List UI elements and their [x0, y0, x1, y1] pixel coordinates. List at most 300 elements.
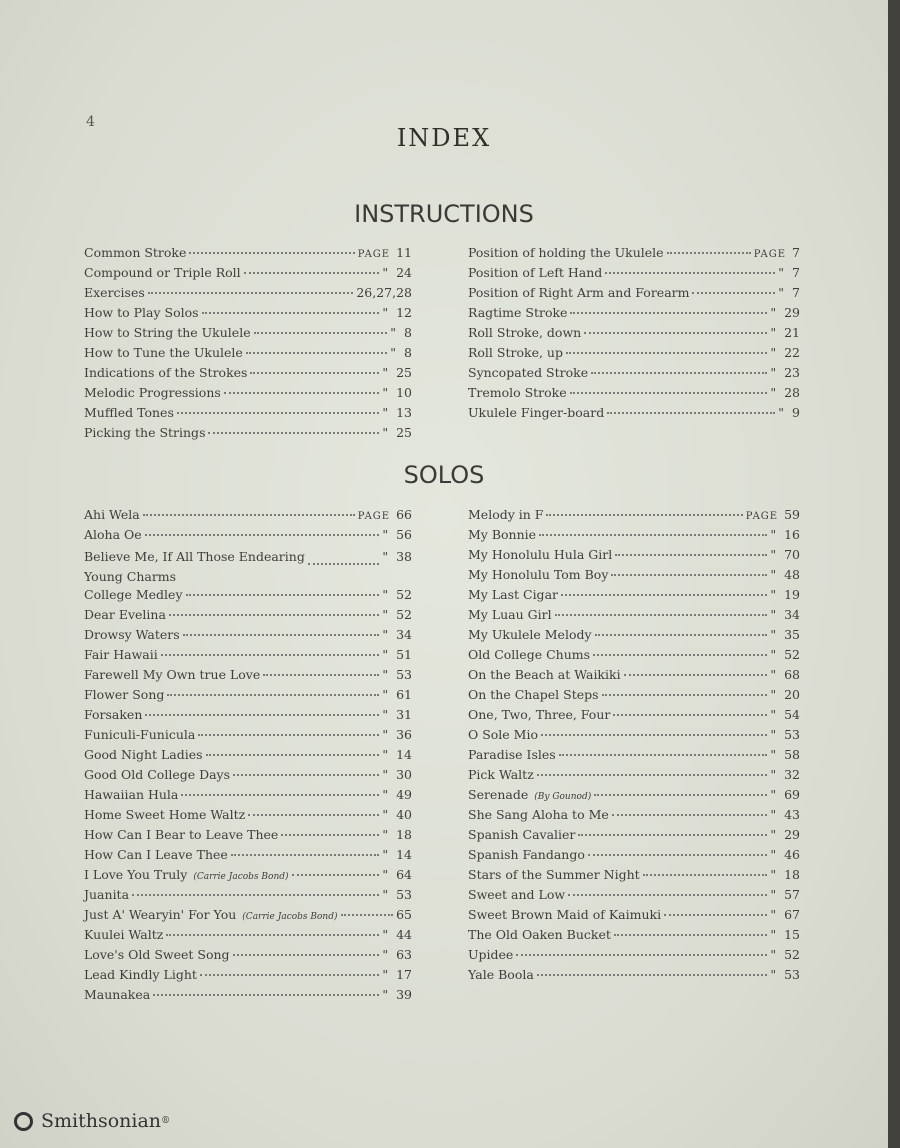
entry-title-text: Position of Right Arm and Forearm	[468, 285, 690, 300]
index-entry	[468, 647, 800, 667]
entry-title-text: How Can I Leave Thee	[84, 847, 228, 862]
entry-page	[770, 947, 800, 962]
entry-title-text: How Can I Bear to Leave Thee	[84, 827, 279, 842]
ditto-mark: "	[778, 265, 785, 280]
leader-dots	[561, 594, 767, 596]
entry-page	[770, 887, 800, 902]
entry-page	[770, 567, 800, 582]
index-entry	[468, 405, 800, 425]
page-number-value: 36	[396, 727, 412, 742]
page-number-value: 9	[792, 405, 800, 420]
entry-title	[84, 987, 150, 1002]
ditto-mark: "	[382, 265, 389, 280]
leader-dots	[624, 674, 768, 676]
leader-dots	[593, 654, 767, 656]
entry-page	[770, 707, 800, 722]
index-entry	[84, 265, 412, 285]
entry-page	[390, 345, 412, 360]
entry-title-text: Flower Song	[84, 687, 165, 702]
entry-page	[382, 727, 412, 742]
entry-page	[382, 827, 412, 842]
entry-title	[84, 927, 163, 942]
leader-dots	[614, 934, 767, 936]
entry-title	[84, 587, 183, 602]
entry-title-text: I Love You Truly	[84, 867, 188, 882]
entry-title	[84, 627, 180, 642]
leader-dots	[643, 874, 768, 876]
page-number-value: 39	[396, 987, 412, 1002]
index-entry	[84, 527, 412, 547]
leader-dots	[595, 634, 768, 636]
watermark-text: Smithsonian	[41, 1110, 162, 1132]
entry-page	[770, 547, 800, 562]
leader-dots	[570, 312, 767, 314]
leader-dots	[539, 534, 767, 536]
page-label: PAGE	[357, 249, 391, 260]
entry-title	[468, 927, 611, 942]
page-number-value: 17	[396, 967, 412, 982]
page-number-value: 66	[396, 507, 412, 522]
ditto-mark: "	[382, 927, 389, 942]
index-entry	[84, 967, 412, 987]
index-entry	[84, 707, 412, 727]
entry-title	[468, 707, 610, 722]
entry-title-text: Kuulei Waltz	[84, 927, 164, 942]
entry-page	[770, 647, 800, 662]
entry-title-text: Love's Old Sweet Song	[84, 947, 230, 962]
page-number-value: 40	[396, 807, 412, 822]
page-number-value: 51	[396, 647, 412, 662]
leader-dots	[246, 352, 387, 354]
page-number-value: 53	[784, 727, 800, 742]
index-entry	[84, 987, 412, 1007]
leader-dots	[208, 432, 379, 434]
leader-dots	[181, 794, 379, 796]
ditto-mark: "	[770, 967, 777, 982]
entry-page	[770, 667, 800, 682]
index-entry	[468, 887, 800, 907]
index-entry	[468, 567, 800, 587]
leader-dots	[206, 754, 380, 756]
index-entry	[468, 687, 800, 707]
entry-title-text: On the Chapel Steps	[468, 687, 599, 702]
page-number-value: 54	[784, 707, 800, 722]
page-number-value: 8	[404, 325, 412, 340]
page-number-value: 48	[784, 567, 800, 582]
leader-dots	[250, 372, 379, 374]
entry-title-text: On the Beach at Waikiki	[468, 667, 621, 682]
leader-dots	[292, 874, 380, 876]
entry-page	[770, 807, 800, 822]
index-entry	[84, 507, 412, 527]
entry-page	[770, 325, 800, 340]
entry-title	[84, 967, 197, 982]
entry-title	[84, 807, 245, 822]
leader-dots	[200, 974, 379, 976]
entry-title	[468, 847, 585, 862]
entry-page	[770, 967, 800, 982]
entry-title-text: Ragtime Stroke	[468, 305, 568, 320]
ditto-mark: "	[770, 607, 777, 622]
index-entry	[468, 787, 800, 807]
index-entry	[84, 927, 412, 947]
entry-title-text: Upidee	[468, 947, 514, 962]
entry-title-text: Melody in F	[468, 507, 544, 522]
entry-title-text: Old College Chums	[468, 647, 591, 662]
page-number-value: 53	[396, 887, 412, 902]
entry-title	[84, 707, 142, 722]
ditto-mark: "	[382, 527, 389, 542]
entry-title-text: Indications of the Strokes	[84, 365, 248, 380]
ditto-mark: "	[770, 627, 777, 642]
leader-dots	[248, 814, 379, 816]
leader-dots	[145, 534, 380, 536]
index-entry	[468, 305, 800, 325]
entry-composer-note: (Carrie Jacobs Bond)	[193, 872, 289, 882]
entry-page	[778, 405, 800, 420]
ditto-mark: "	[382, 807, 389, 822]
page-number-value: 20	[784, 687, 800, 702]
entry-page	[358, 245, 412, 260]
entry-page	[754, 245, 800, 260]
page-number-value: 7	[792, 245, 800, 260]
entry-title	[468, 647, 590, 662]
entry-page	[770, 727, 800, 742]
entry-title	[468, 405, 604, 420]
entry-page	[382, 265, 412, 280]
entry-page	[382, 707, 412, 722]
ditto-mark: "	[770, 527, 777, 542]
leader-dots	[602, 694, 768, 696]
page-number-value: 25	[396, 425, 412, 440]
ditto-mark: "	[382, 707, 389, 722]
entry-title-text: Yale Boola	[468, 967, 534, 982]
index-entry	[468, 727, 800, 747]
leader-dots	[145, 714, 379, 716]
entry-page	[770, 305, 800, 320]
ditto-mark: "	[770, 847, 777, 862]
page-number-value: 15	[784, 927, 800, 942]
entry-title	[84, 827, 278, 842]
page-title: INDEX	[396, 124, 492, 152]
entry-title-text: Spanish Cavalier	[468, 827, 576, 842]
entry-title	[468, 365, 588, 380]
entry-title	[468, 385, 567, 400]
entry-page	[770, 747, 800, 762]
entry-title	[84, 265, 241, 280]
page-number-value: 52	[784, 647, 800, 662]
leader-dots	[177, 412, 379, 414]
entry-title-text: Exercises	[84, 285, 145, 300]
ditto-mark: "	[382, 425, 389, 440]
index-entry	[84, 305, 412, 325]
page-number-value: 65	[396, 907, 412, 922]
entry-title-text: Position of Left Hand	[468, 265, 603, 280]
instructions-right-column	[468, 245, 800, 425]
leader-dots	[231, 854, 380, 856]
entry-title-text: Melodic Progressions	[84, 385, 221, 400]
entry-title-text: Common Stroke	[84, 245, 187, 260]
leader-dots	[233, 954, 380, 956]
entry-title-text: Ahi Wela	[84, 507, 140, 522]
entry-title-text: My Honolulu Hula Girl	[468, 547, 613, 562]
page-number-value: 69	[784, 787, 800, 802]
page-number-value: 7	[792, 265, 800, 280]
entry-title	[84, 325, 251, 340]
entry-page	[382, 687, 412, 702]
entry-page	[382, 847, 412, 862]
ditto-mark: "	[770, 305, 777, 320]
ditto-mark: "	[382, 747, 389, 762]
entry-title-text: Position of holding the Ukulele	[468, 245, 664, 260]
entry-title	[84, 747, 203, 762]
index-entry	[468, 747, 800, 767]
entry-title	[468, 867, 640, 882]
leader-dots	[611, 574, 767, 576]
index-entry	[468, 667, 800, 687]
index-entry	[84, 245, 412, 265]
ditto-mark: "	[382, 647, 389, 662]
leader-dots	[161, 654, 380, 656]
ditto-mark: "	[770, 927, 777, 942]
ditto-mark: "	[382, 405, 389, 420]
leader-dots	[143, 514, 355, 516]
index-entry	[84, 667, 412, 687]
entry-title-text: Muffled Tones	[84, 405, 174, 420]
ditto-mark: "	[770, 587, 777, 602]
index-entry	[84, 345, 412, 365]
entry-title-text: Sweet and Low	[468, 887, 566, 902]
entry-title	[468, 747, 556, 762]
leader-dots	[148, 292, 354, 294]
ditto-mark: "	[382, 667, 389, 682]
leader-dots	[555, 614, 768, 616]
leader-dots	[167, 694, 379, 696]
entry-title	[468, 807, 609, 822]
index-entry	[468, 767, 800, 787]
page-number-value: 64	[396, 867, 412, 882]
entry-page	[382, 947, 412, 962]
leader-dots	[198, 734, 379, 736]
entry-title-text: College Medley	[84, 587, 183, 602]
entry-title-text: Aloha Oe	[84, 527, 142, 542]
entry-title-text: Syncopated Stroke	[468, 365, 589, 380]
page-number-value: 10	[396, 385, 412, 400]
entry-title	[468, 587, 558, 602]
entry-title	[84, 907, 338, 922]
ditto-mark: "	[382, 887, 389, 902]
ditto-mark: "	[382, 385, 389, 400]
entry-page	[382, 365, 412, 380]
index-entry	[468, 627, 800, 647]
entry-title	[84, 647, 158, 662]
entry-title	[468, 887, 565, 902]
entry-title-text: Just A' Wearyin' For You	[84, 907, 237, 922]
entry-title	[468, 667, 621, 682]
instructions-heading: INSTRUCTIONS	[354, 200, 534, 228]
solos-left-column	[84, 507, 412, 1007]
entry-title-text: Roll Stroke, up	[468, 345, 563, 360]
entry-page	[358, 507, 412, 522]
leader-dots	[537, 774, 768, 776]
leader-dots	[263, 674, 379, 676]
ditto-mark: "	[770, 385, 777, 400]
leader-dots	[202, 312, 380, 314]
index-entry	[84, 747, 412, 767]
index-entry	[468, 587, 800, 607]
entry-title	[468, 627, 592, 642]
index-entry	[468, 285, 800, 305]
leader-dots	[588, 854, 767, 856]
leader-dots	[615, 554, 767, 556]
page-number-value: 38	[396, 549, 412, 564]
page-number-value: 52	[396, 587, 412, 602]
ditto-mark: "	[382, 967, 389, 982]
page-number-value: 44	[396, 927, 412, 942]
entry-page	[770, 867, 800, 882]
page-number-value: 18	[396, 827, 412, 842]
entry-title	[84, 245, 186, 260]
entry-title	[84, 667, 260, 682]
entry-page	[390, 325, 412, 340]
index-entry	[468, 867, 800, 887]
ditto-mark: "	[770, 667, 777, 682]
entry-title-text: My Honolulu Tom Boy	[468, 567, 609, 582]
leader-dots	[244, 272, 380, 274]
entry-title-text: Maunakea	[84, 987, 151, 1002]
entry-page	[382, 767, 412, 782]
leader-dots	[166, 934, 379, 936]
ditto-mark: "	[382, 987, 389, 1002]
entry-title-text: Funiculi-Funicula	[84, 727, 196, 742]
ditto-mark: "	[770, 345, 777, 360]
page-number-value: 25	[396, 365, 412, 380]
entry-title	[468, 547, 612, 562]
index-entry	[468, 265, 800, 285]
entry-page	[778, 285, 800, 300]
index-entry	[468, 345, 800, 365]
entry-title	[468, 345, 563, 360]
entry-page	[770, 787, 800, 802]
ditto-mark: "	[770, 887, 777, 902]
entry-title	[84, 727, 195, 742]
entry-title	[84, 507, 140, 522]
entry-title	[468, 325, 581, 340]
entry-title-text: Serenade	[468, 787, 529, 802]
entry-title-text: How to Play Solos	[84, 305, 199, 320]
entry-page	[382, 987, 412, 1002]
ditto-mark: "	[770, 567, 777, 582]
ditto-mark: "	[382, 767, 389, 782]
ditto-mark: "	[382, 847, 389, 862]
entry-page	[746, 507, 800, 522]
leader-dots	[578, 834, 767, 836]
entry-title	[468, 907, 661, 922]
ditto-mark: "	[382, 365, 389, 380]
page-number-value: 61	[396, 687, 412, 702]
entry-title-text: Roll Stroke, down	[468, 325, 582, 340]
entry-title-text: Stars of the Summer Night	[468, 867, 640, 882]
ditto-mark: "	[778, 405, 785, 420]
entry-title	[84, 947, 230, 962]
entry-page	[770, 827, 800, 842]
page-number-value: 30	[396, 767, 412, 782]
index-entry	[468, 927, 800, 947]
index-entry	[84, 365, 412, 385]
entry-title	[468, 607, 552, 622]
page-number-value: 58	[784, 747, 800, 762]
page-number-value: 56	[396, 527, 412, 542]
page-number-value: 23	[784, 365, 800, 380]
page-number-value: 57	[784, 887, 800, 902]
entry-title	[84, 767, 230, 782]
entry-page	[770, 345, 800, 360]
index-entry	[84, 547, 412, 587]
index-entry	[468, 807, 800, 827]
smithsonian-logo-icon	[14, 1112, 33, 1131]
entry-title	[468, 305, 567, 320]
entry-title-text: One, Two, Three, Four	[468, 707, 611, 722]
index-entry	[84, 907, 412, 927]
leader-dots	[186, 594, 380, 596]
leader-dots	[183, 634, 380, 636]
index-entry	[84, 727, 412, 747]
ditto-mark: "	[770, 807, 777, 822]
index-entry	[468, 325, 800, 345]
book-spine-edge	[888, 0, 900, 1148]
entry-page	[382, 927, 412, 942]
entry-composer-note: (By Gounod)	[534, 792, 592, 802]
entry-page	[382, 867, 412, 882]
entry-page	[382, 405, 412, 420]
entry-title-text: She Sang Aloha to Me	[468, 807, 609, 822]
entry-title-text: Pick Waltz	[468, 767, 534, 782]
page-number-value: 16	[784, 527, 800, 542]
page-number-value: 29	[784, 827, 800, 842]
page-number-value: 26,27,28	[356, 285, 412, 300]
solos-heading: SOLOS	[403, 461, 485, 489]
leader-dots	[568, 894, 767, 896]
ditto-mark: "	[770, 787, 777, 802]
entry-page	[770, 847, 800, 862]
index-entry	[468, 527, 800, 547]
entry-title	[468, 767, 534, 782]
entry-title-text: Farewell My Own true Love	[84, 667, 261, 682]
index-entry	[84, 887, 412, 907]
ditto-mark: "	[382, 827, 389, 842]
page-number-value: 11	[396, 245, 412, 260]
leader-dots	[132, 894, 379, 896]
entry-title	[468, 507, 543, 522]
index-entry	[84, 607, 412, 627]
ditto-mark: "	[382, 687, 389, 702]
index-entry	[84, 425, 412, 445]
index-entry	[84, 647, 412, 667]
leader-dots	[605, 272, 775, 274]
ditto-mark: "	[770, 365, 777, 380]
page-number-value: 31	[396, 707, 412, 722]
index-entry	[468, 947, 800, 967]
entry-title	[84, 867, 289, 882]
entry-title-text: Good Night Ladies	[84, 747, 203, 762]
entry-title	[84, 425, 205, 440]
page-number-value: 14	[396, 847, 412, 862]
page-number-value: 21	[784, 325, 800, 340]
smithsonian-watermark	[14, 1110, 170, 1132]
entry-title	[468, 787, 591, 802]
page-number-value: 29	[784, 305, 800, 320]
page-number-value: 28	[784, 385, 800, 400]
